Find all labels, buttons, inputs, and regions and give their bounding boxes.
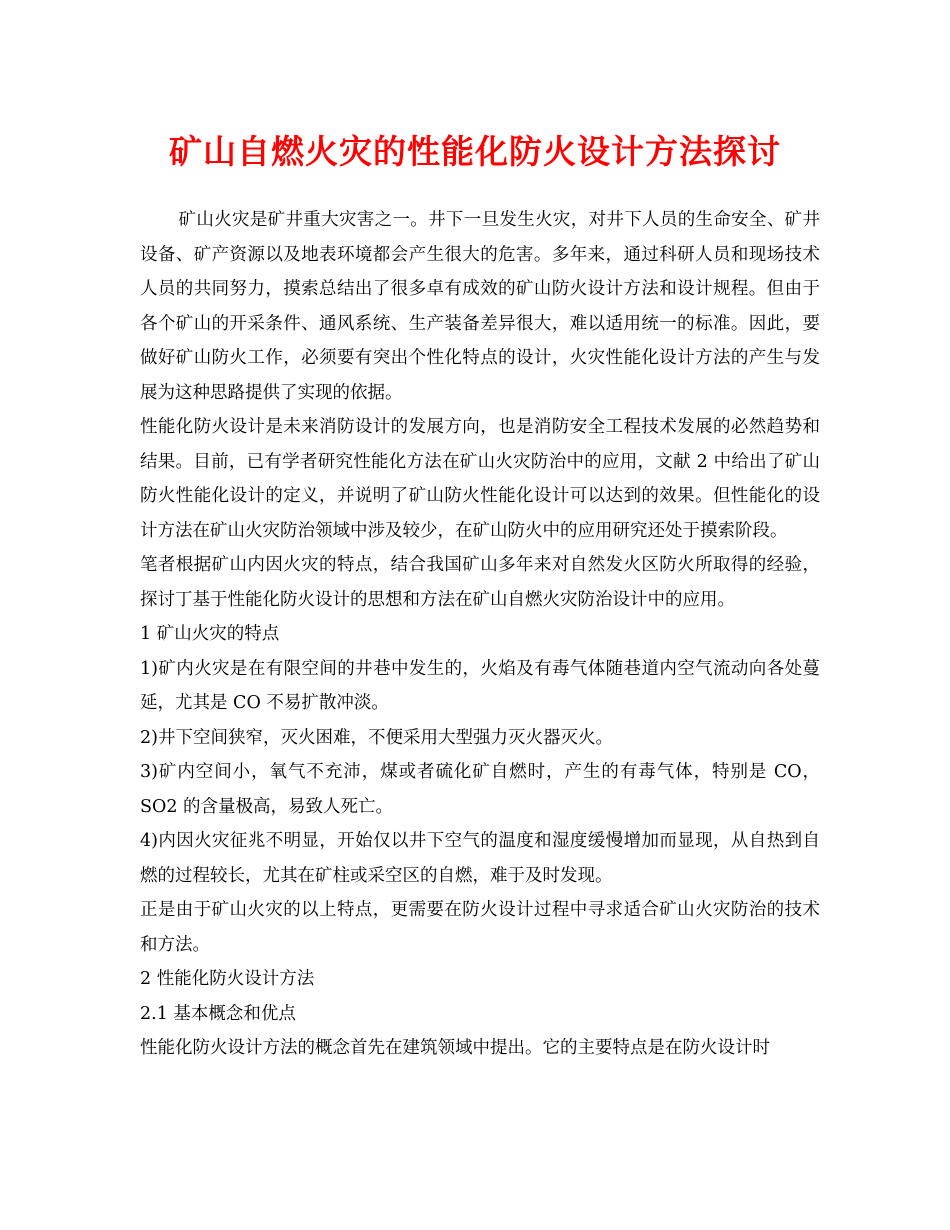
list-item-4: 4)内因火灾征兆不明显，开始仅以井下空气的温度和湿度缓慢增加而显现，从自热到自燃的过程较长，尤其在矿柱或采空区的自燃，难于及时发现。	[140, 831, 820, 886]
list-item-2: 2)井下空间狭窄，灭火困难，不便采用大型强力灭火器灭火。	[140, 727, 613, 748]
section-heading-1: 1 矿山火灾的特点	[140, 624, 280, 644]
document-body	[140, 203, 820, 1066]
paragraph-concept: 性能化防火设计方法的概念首先在建筑领域中提出。它的主要特点是在防火设计时	[140, 1038, 770, 1058]
paragraph-intro: 矿山火灾是矿井重大灾害之一。井下一旦发生火灾，对井下人员的生命安全、矿井设备、矿产资源以及地表环境都会产生很大的危害。多年来，通过科研人员和现场技术人员的共同努力，摸索总结出了很多卓有成效的矿山防火设计方法和设计规程。但由于各个矿山的开采条件、通风系统、生产装备差异很大，难以适用统一的标准。因此，要做好矿山防火工作，必须要有突出个性化特点的设计，火灾性能化设计方法的产生与发展为这种思路提供了实现的依据。	[140, 210, 820, 403]
section-heading-2: 2 性能化防火设计方法	[140, 969, 315, 989]
list-item-1: 1)矿内火灾是在有限空间的井巷中发生的，火焰及有毒气体随巷道内空气流动向各处蔓延，尤其是 CO 不易扩散冲淡。	[140, 658, 820, 713]
paragraph-author-approach: 笔者根据矿山内因火灾的特点，结合我国矿山多年来对自然发火区防火所取得的经验，探讨丁基于性能化防火设计的思想和方法在矿山自燃火灾防治设计中的应用。	[140, 555, 820, 610]
paragraph-performance-design: 性能化防火设计是未来消防设计的发展方向，也是消防安全工程技术发展的必然趋势和结果。目前，已有学者研究性能化方法在矿山火灾防治中的应用，文献 2 中给出了矿山防火性能化设计的定义，并说明了矿山防火性能化设计可以达到的效果。但性能化的设计方法在矿山火灾防治领域中涉及较少，在矿山防火中的应用研究还处于摸索阶段。	[140, 417, 820, 541]
document-title: 矿山自燃火灾的性能化防火设计方法探讨	[169, 132, 781, 171]
list-item-3: 3)矿内空间小，氧气不充沛，煤或者硫化矿自燃时，产生的有毒气体，特别是 CO，SO2 的含量极高，易致人死亡。	[140, 762, 820, 817]
subsection-heading-2-1: 2.1 基本概念和优点	[140, 1003, 296, 1024]
paragraph-summary: 正是由于矿山火灾的以上特点，更需要在防火设计过程中寻求适合矿山火灾防治的技术和方法。	[140, 900, 820, 955]
